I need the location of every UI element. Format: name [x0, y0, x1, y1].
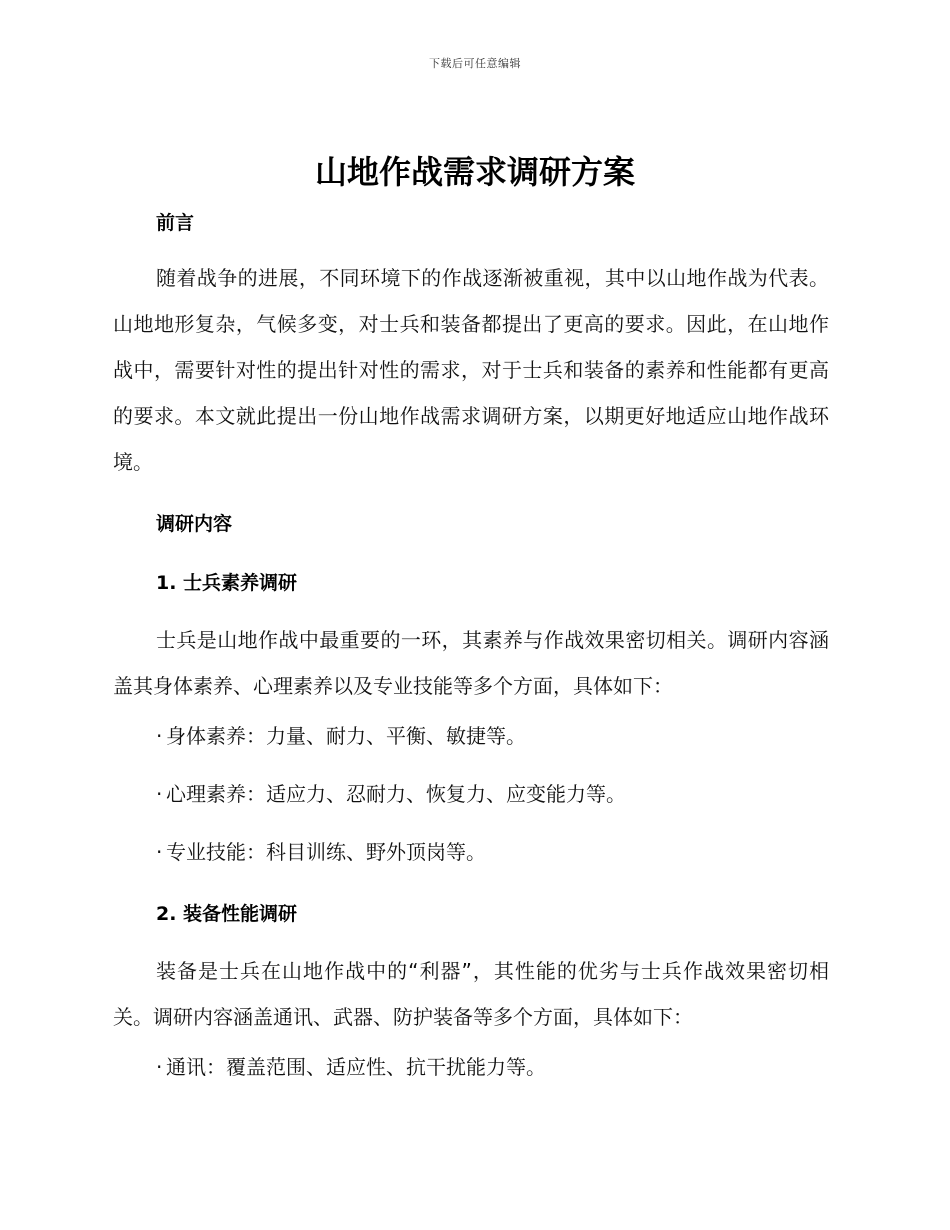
header-note: 下载后可任意编辑	[429, 57, 521, 70]
section-1-paragraph: 士兵是山地作战中最重要的一环，其素养与作战效果密切相关。调研内容涵盖其身体素养、心理素养以及专业技能等多个方面，具体如下：	[113, 628, 829, 698]
list-item-text: 心理素养：适应力、忍耐力、恢复力、应变能力等。	[166, 782, 626, 806]
document-title: 山地作战需求调研方案	[314, 153, 635, 191]
list-item-text: 通讯：覆盖范围、适应性、抗干扰能力等。	[166, 1055, 546, 1079]
list-item	[113, 779, 829, 809]
list-item	[113, 837, 829, 867]
preface-paragraph: 随着战争的进展，不同环境下的作战逐渐被重视，其中以山地作战为代表。山地地形复杂，气候多变，对士兵和装备都提出了更高的要求。因此，在山地作战中，需要针对性的提出针对性的需求，对于士兵和装备的素养和性能都有更高的要求。本文就此提出一份山地作战需求调研方案，以期更好地适应山地作战环境。	[113, 266, 829, 474]
bullet-icon: ·	[156, 724, 163, 748]
list-item-text: 身体素养：力量、耐力、平衡、敏捷等。	[166, 724, 526, 748]
section-2-paragraph: 装备是士兵在山地作战中的“利器”，其性能的优劣与士兵作战效果密切相关。调研内容涵盖通讯、武器、防护装备等多个方面，具体如下：	[113, 959, 829, 1029]
bullet-icon: ·	[156, 782, 163, 806]
list-item	[113, 1052, 829, 1082]
preface-heading: 前言	[156, 212, 195, 234]
content-heading: 调研内容	[156, 513, 233, 535]
section-1-heading: 1. 士兵素养调研	[156, 572, 298, 594]
section-2-heading: 2. 装备性能调研	[156, 903, 298, 925]
bullet-icon: ·	[156, 1055, 163, 1079]
list-item	[113, 721, 829, 751]
list-item-text: 专业技能：科目训练、野外顶岗等。	[166, 840, 486, 864]
document-body	[113, 200, 829, 1082]
bullet-icon: ·	[156, 840, 163, 864]
